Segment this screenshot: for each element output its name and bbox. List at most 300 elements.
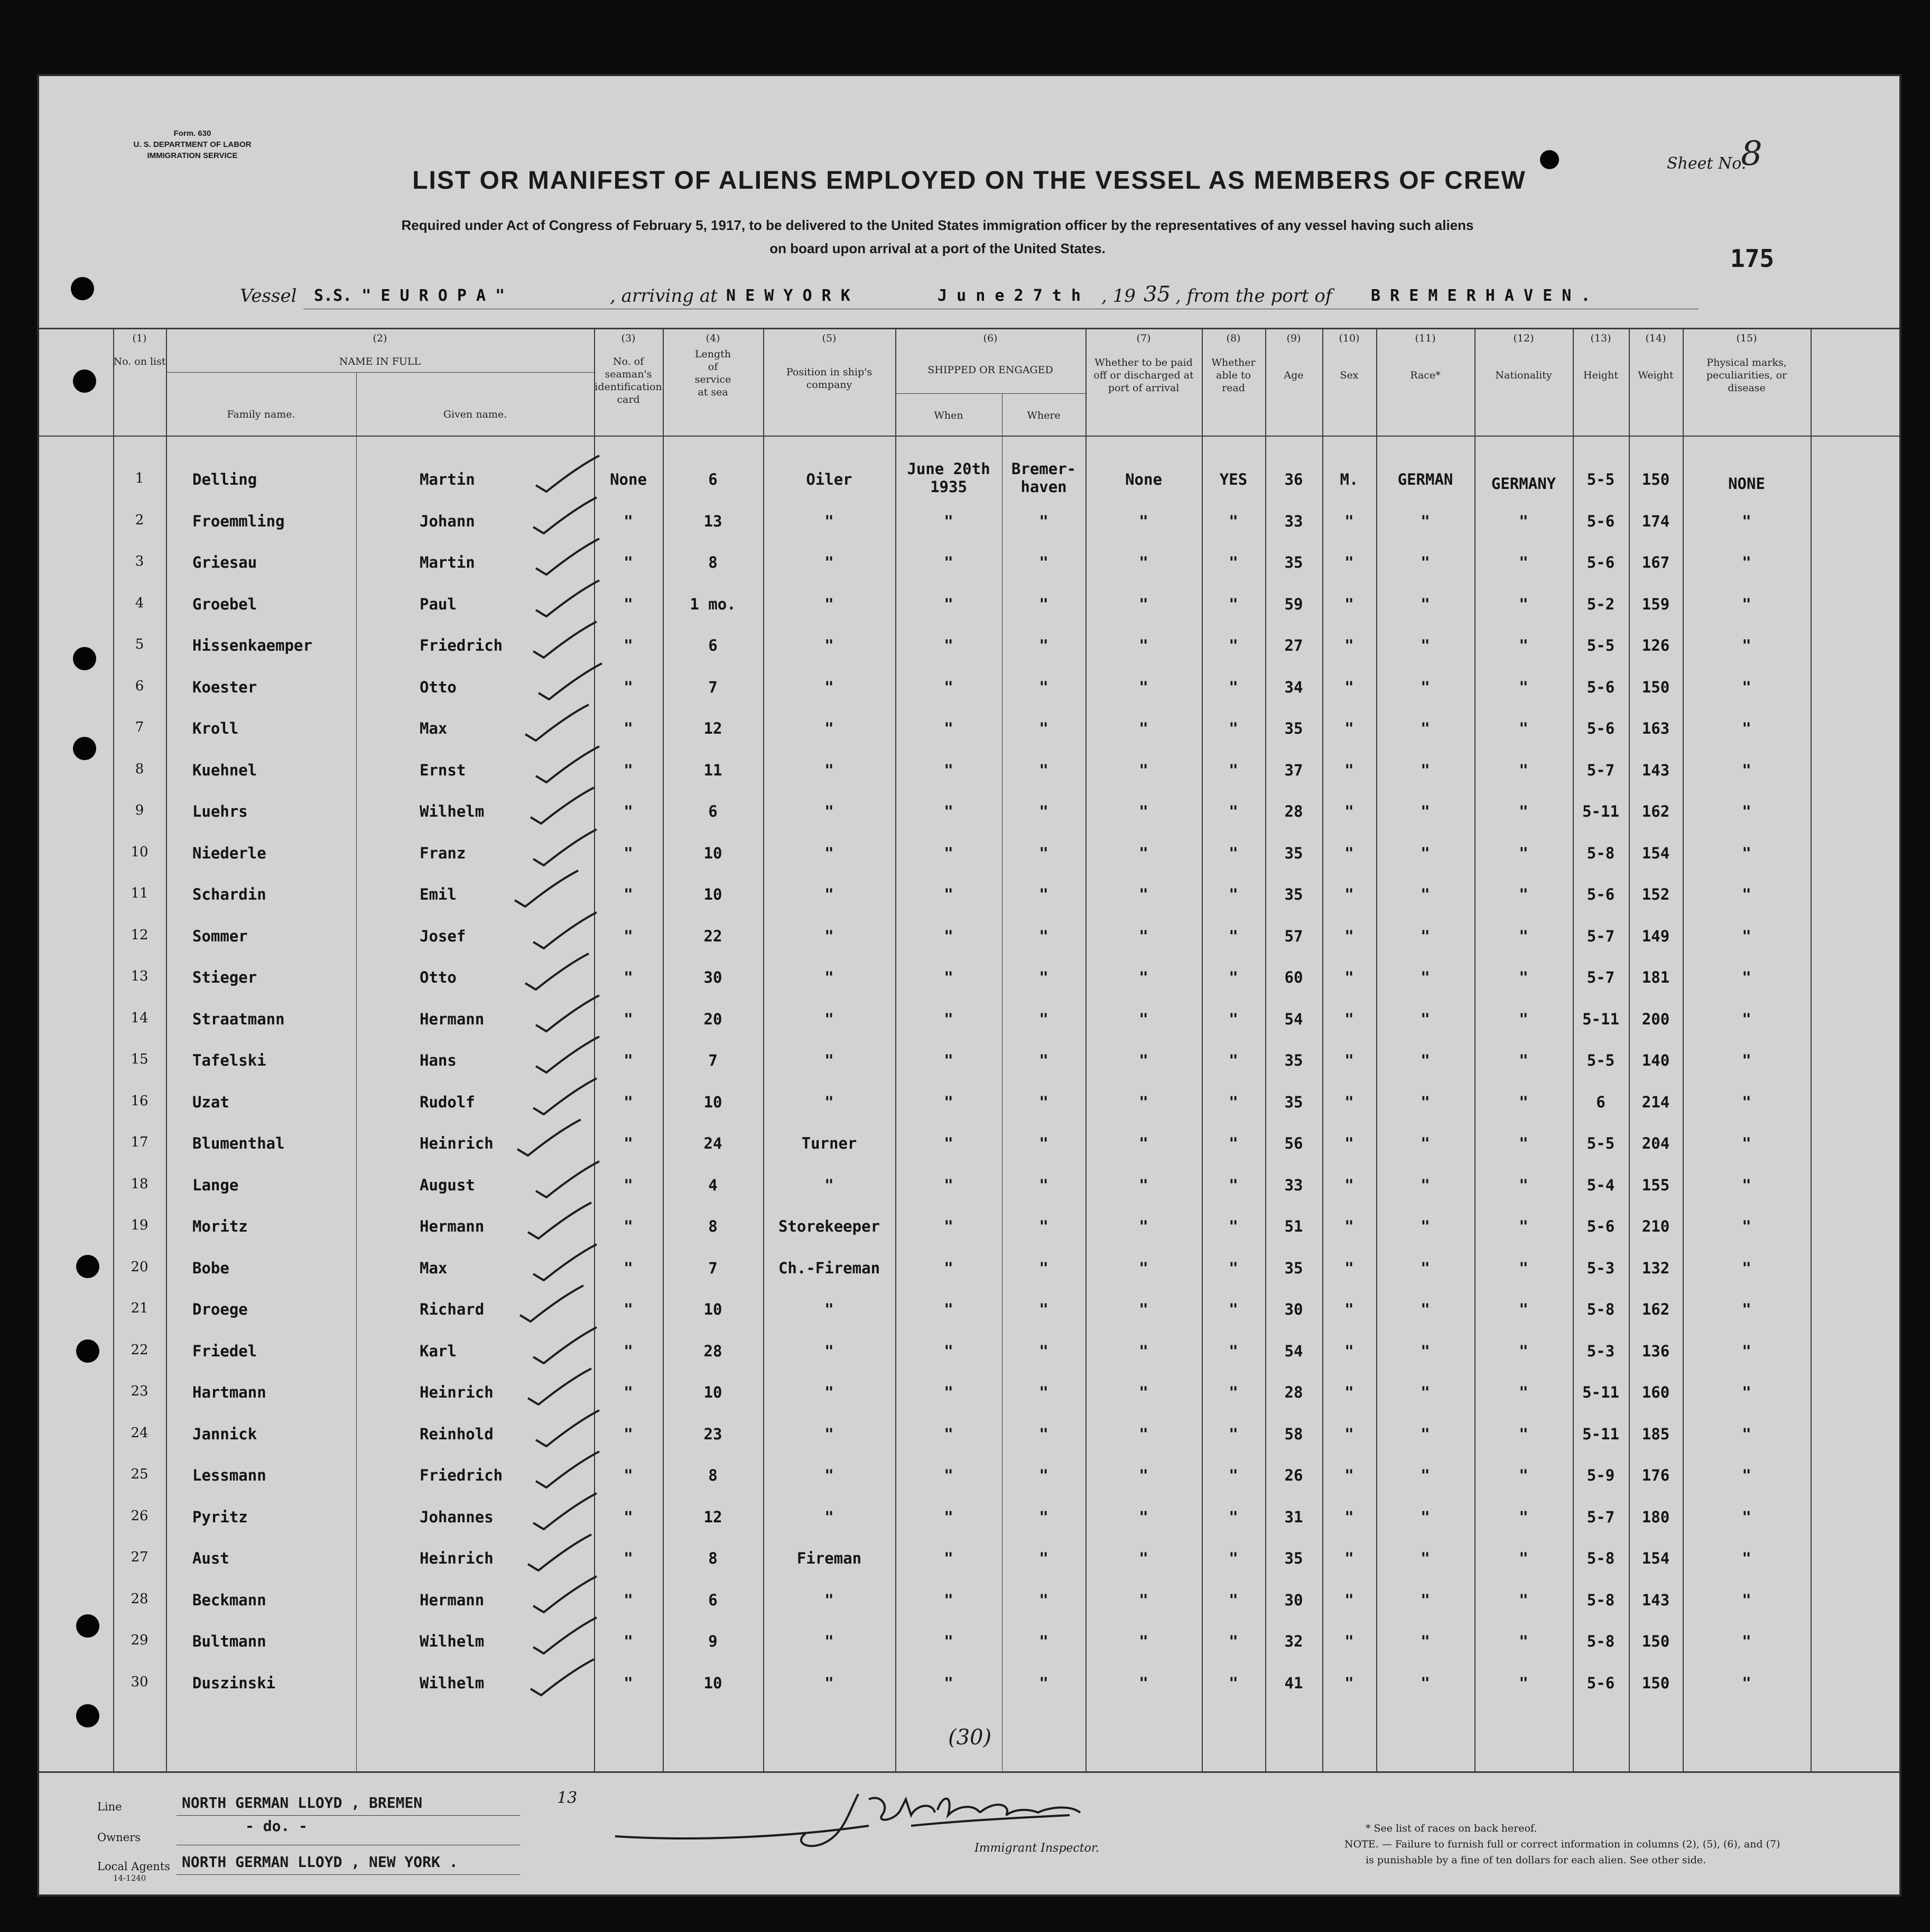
cell-weight: 181 (1641, 968, 1670, 986)
cell-given: August (420, 1176, 475, 1194)
cell-nationality: " (1519, 636, 1528, 654)
cell-sex: " (1344, 1134, 1354, 1152)
cell-read: " (1229, 1466, 1238, 1484)
cell-age: 26 (1284, 1466, 1303, 1484)
cell-card: " (624, 844, 633, 862)
col-number: (2) (373, 332, 387, 344)
cell-weight: 204 (1641, 1134, 1670, 1152)
cell-age: 35 (1284, 885, 1303, 903)
cell-given: Heinrich (420, 1549, 494, 1567)
cell-card: " (624, 1425, 633, 1443)
cell-no: 5 (135, 636, 144, 652)
cell-when: " (944, 1217, 953, 1235)
cell-given: Hermann (420, 1591, 485, 1609)
cell-no: 3 (135, 553, 144, 569)
cell-weight: 126 (1641, 636, 1670, 654)
cell-position: Fireman (796, 1549, 862, 1567)
cell-when: " (944, 1549, 953, 1567)
cell-family: Koester (192, 678, 257, 696)
sex: M. (1340, 470, 1359, 488)
cell-given: Hans (420, 1051, 457, 1069)
owners-label: Owners (97, 1831, 141, 1844)
cell-where: " (1039, 927, 1048, 945)
total-count: (30) (948, 1725, 992, 1750)
cell-weight: 155 (1641, 1176, 1670, 1194)
cell-age: 58 (1284, 1425, 1303, 1443)
cell-marks: " (1742, 844, 1751, 862)
cell-sex: " (1344, 1425, 1354, 1443)
cell-service: 8 (708, 1549, 718, 1567)
col-label: Height (1583, 369, 1618, 381)
cell-no: 4 (135, 595, 144, 611)
header-col-4 (663, 332, 763, 399)
shipped-when-date: June 20th (907, 460, 990, 478)
cell-race: " (1421, 1425, 1430, 1443)
cell-race: " (1421, 1342, 1430, 1360)
cell-marks: " (1742, 1508, 1751, 1526)
cell-sex: " (1344, 1259, 1354, 1277)
cell-paid: " (1139, 719, 1148, 737)
check-mark-icon (528, 1491, 602, 1533)
cell-service: 10 (703, 1383, 722, 1401)
cell-race: " (1421, 1591, 1430, 1609)
cell-family: Jannick (192, 1425, 257, 1443)
cell-family: Stieger (192, 968, 257, 986)
cell-age: 30 (1284, 1300, 1303, 1318)
cell-nationality: " (1519, 1674, 1528, 1692)
cell-nationality: " (1519, 1549, 1528, 1567)
arrival-year: 35 (1144, 282, 1171, 307)
header-col-11 (1376, 332, 1474, 382)
check-mark-icon (509, 868, 583, 911)
subtitle-line-2: on board upon arrival at a port of the United States. (769, 241, 1106, 256)
cell-paid: " (1139, 1591, 1148, 1609)
header-when: When (934, 410, 963, 421)
cell-when: " (944, 885, 953, 903)
cell-service: 7 (708, 678, 718, 696)
check-mark-icon (520, 951, 594, 994)
arrival-date: J u n e 2 7 t h (938, 286, 1081, 305)
cell-given: Reinhold (420, 1425, 494, 1443)
cell-where: " (1039, 1134, 1048, 1152)
cell-age: 28 (1284, 1383, 1303, 1401)
fine-note-line-1: NOTE. — Failure to furnish full or correct information in columns (2), (5), (6), and (7) (1344, 1838, 1780, 1850)
cell-height: 5-11 (1582, 1010, 1619, 1028)
cell-no: 13 (131, 968, 149, 984)
col-number: (14) (1645, 332, 1666, 344)
table-row (39, 1042, 1899, 1083)
cell-service: 13 (703, 512, 722, 530)
cell-race: " (1421, 1093, 1430, 1111)
cell-paid: " (1139, 1259, 1148, 1277)
cell-position: " (824, 1466, 834, 1484)
cell-position: " (824, 1300, 834, 1318)
cell-card: " (624, 719, 633, 737)
cell-family: Moritz (192, 1217, 248, 1235)
cell-age: 32 (1284, 1632, 1303, 1650)
cell-where: " (1039, 1466, 1048, 1484)
cell-read: " (1229, 1010, 1238, 1028)
cell-service: 22 (703, 927, 722, 945)
cell-weight: 162 (1641, 1300, 1670, 1318)
check-mark-icon (531, 578, 605, 621)
cell-no: 15 (131, 1051, 149, 1067)
cell-read: " (1229, 1549, 1238, 1567)
stamp-number: 175 (1730, 244, 1775, 273)
cell-read: " (1229, 1134, 1238, 1152)
cell-weight: 149 (1641, 927, 1670, 945)
cell-height: 6 (1596, 1093, 1606, 1111)
cell-card: " (624, 802, 633, 820)
cell-when: " (944, 927, 953, 945)
cell-no: 9 (135, 802, 144, 818)
check-mark-icon (531, 537, 605, 579)
cell-service: 28 (703, 1342, 722, 1360)
cell-nationality: " (1519, 595, 1528, 613)
cell-height: 5-7 (1586, 1508, 1615, 1526)
paid-off: None (1125, 470, 1162, 488)
table-row (39, 1125, 1899, 1166)
department: U. S. DEPARTMENT OF LABOR (133, 140, 252, 149)
cell-nationality: " (1519, 1300, 1528, 1318)
punch-hole (73, 369, 96, 393)
cell-paid: " (1139, 1300, 1148, 1318)
check-mark-icon (515, 1283, 589, 1326)
cell-no: 14 (131, 1010, 149, 1026)
cell-weight: 163 (1641, 719, 1670, 737)
cell-paid: " (1139, 802, 1148, 820)
year-prefix: , 19 (1101, 285, 1136, 307)
cell-family: Tafelski (192, 1051, 266, 1069)
agents-underline (177, 1874, 520, 1875)
cell-position: " (824, 761, 834, 779)
col-number: (7) (1136, 332, 1151, 344)
cell-when: " (944, 636, 953, 654)
cell-family: Straatmann (192, 1010, 285, 1028)
cell-where: " (1039, 636, 1048, 654)
cell-card: " (624, 1342, 633, 1360)
cell-age: 33 (1284, 1176, 1303, 1194)
cell-given: Martin (420, 553, 475, 571)
cell-when: " (944, 595, 953, 613)
cell-where: " (1039, 1591, 1048, 1609)
shipped-header-divider (895, 393, 1085, 394)
check-mark-icon (531, 1449, 605, 1492)
cell-nationality: " (1519, 802, 1528, 820)
header-col-12 (1474, 332, 1573, 382)
cell-where: " (1039, 802, 1048, 820)
sheet-label: Sheet No. (1667, 154, 1747, 173)
cell-read: " (1229, 678, 1238, 696)
cell-card: " (624, 1259, 633, 1277)
cell-weight: 210 (1641, 1217, 1670, 1235)
cell-paid: " (1139, 678, 1148, 696)
table-row (39, 627, 1899, 668)
cell-nationality: " (1519, 968, 1528, 986)
cell-sex: " (1344, 1632, 1354, 1650)
check-mark-icon (512, 1117, 586, 1160)
table-row (39, 710, 1899, 751)
cell-weight: 150 (1641, 678, 1670, 696)
cell-height: 5-3 (1586, 1342, 1615, 1360)
cell-read: " (1229, 1632, 1238, 1650)
cell-family: Hartmann (192, 1383, 266, 1401)
cell-paid: " (1139, 1466, 1148, 1484)
cell-card: " (624, 1093, 633, 1111)
cell-given: Hermann (420, 1010, 485, 1028)
cell-nationality: " (1519, 1010, 1528, 1028)
cell-paid: " (1139, 1425, 1148, 1443)
cell-given: Heinrich (420, 1134, 494, 1152)
table-row (39, 1499, 1899, 1540)
cell-position: " (824, 678, 834, 696)
cell-race: " (1421, 1674, 1430, 1692)
cell-when: " (944, 1259, 953, 1277)
table-row (39, 876, 1899, 917)
inspector-label: Immigrant Inspector. (975, 1842, 1099, 1855)
cell-given: Emil (420, 885, 457, 903)
cell-race: " (1421, 1300, 1430, 1318)
fine-note-line-2: is punishable by a fine of ten dollars for each alien. See other side. (1366, 1854, 1706, 1866)
col-number: (8) (1226, 332, 1241, 344)
table-row (39, 835, 1899, 876)
cell-family: Bobe (192, 1259, 229, 1277)
cell-weight: 167 (1641, 553, 1670, 571)
cell-race: " (1421, 885, 1430, 903)
cell-no: 7 (135, 719, 144, 735)
cell-position: Storekeeper (778, 1217, 880, 1235)
agents-label-block (97, 1861, 170, 1884)
cell-age: 35 (1284, 1093, 1303, 1111)
cell-marks: " (1742, 1176, 1751, 1194)
cell-family: Froemmling (192, 512, 285, 530)
cell-position: " (824, 802, 834, 820)
cell-race: " (1421, 1632, 1430, 1650)
cell-sex: " (1344, 1549, 1354, 1567)
cell-position: " (824, 1425, 834, 1443)
table-bottom-border (39, 1771, 1899, 1773)
cell-family: Aust (192, 1549, 229, 1567)
cell-sex: " (1344, 1508, 1354, 1526)
check-mark-icon (528, 1242, 602, 1284)
cell-card: " (624, 1466, 633, 1484)
cell-family: Lange (192, 1176, 239, 1194)
cell-read: " (1229, 885, 1238, 903)
table-row (39, 1374, 1899, 1415)
cell-where: " (1039, 1176, 1048, 1194)
cell-race: " (1421, 719, 1430, 737)
col-number: (9) (1286, 332, 1301, 344)
cell-read: " (1229, 1674, 1238, 1692)
cell-position: " (824, 885, 834, 903)
cell-no: 18 (131, 1176, 149, 1192)
cell-no: 26 (131, 1508, 149, 1524)
header-col-8 (1202, 332, 1265, 394)
cell-age: 37 (1284, 761, 1303, 779)
cell-marks: " (1742, 1383, 1751, 1401)
check-mark-icon (525, 785, 599, 828)
footer-notes (1344, 1820, 1780, 1868)
cell-nationality: " (1519, 761, 1528, 779)
cell-weight: 154 (1641, 1549, 1670, 1567)
cell-when: " (944, 1134, 953, 1152)
cell-marks: " (1742, 1342, 1751, 1360)
cell-no: 6 (135, 678, 144, 694)
cell-age: 35 (1284, 1549, 1303, 1567)
service: IMMIGRATION SERVICE (147, 151, 238, 160)
table-row (39, 1623, 1899, 1664)
cell-marks: " (1742, 968, 1751, 986)
cell-age: 36 (1284, 470, 1303, 488)
header-where: Where (1027, 410, 1061, 421)
cell-marks: " (1742, 719, 1751, 737)
cell-card: " (624, 927, 633, 945)
cell-marks: " (1742, 553, 1751, 571)
nationality: GERMANY (1491, 475, 1556, 493)
cell-sex: " (1344, 844, 1354, 862)
cell-nationality: " (1519, 719, 1528, 737)
cell-marks: " (1742, 1425, 1751, 1443)
cell-sex: " (1344, 1176, 1354, 1194)
cell-service: 10 (703, 844, 722, 862)
cell-read: " (1229, 1051, 1238, 1069)
header-col-3 (594, 332, 663, 406)
cell-service: 8 (708, 553, 718, 571)
cell-when: " (944, 1632, 953, 1650)
cell-height: 5-8 (1586, 1549, 1615, 1567)
cell-paid: " (1139, 1549, 1148, 1567)
col-label: NAME IN FULL (339, 356, 421, 367)
cell-where: " (1039, 678, 1048, 696)
header-family-name: Family name. (227, 409, 295, 420)
cell-paid: " (1139, 761, 1148, 779)
cell-race: " (1421, 1466, 1430, 1484)
cell-given: Johann (420, 512, 475, 530)
cell-no: 17 (131, 1134, 149, 1150)
cell-position: " (824, 968, 834, 986)
header-col-9 (1265, 332, 1322, 382)
cell-age: 30 (1284, 1591, 1303, 1609)
col-number: (6) (983, 332, 998, 344)
position: Oiler (806, 470, 852, 488)
cell-given: Wilhelm (420, 802, 485, 820)
cell-height: 5-5 (1586, 1051, 1615, 1069)
cell-height: 5-2 (1586, 595, 1615, 613)
cell-given: Wilhelm (420, 1632, 485, 1650)
cell-read: " (1229, 595, 1238, 613)
cell-card: " (624, 678, 633, 696)
cell-paid: " (1139, 968, 1148, 986)
cell-when: " (944, 1051, 953, 1069)
col-label: Nationality (1495, 369, 1552, 381)
table-row (39, 1250, 1899, 1291)
cell-family: Uzat (192, 1093, 229, 1111)
cell-no: 24 (131, 1425, 149, 1441)
col-number: (5) (822, 332, 837, 344)
table-row (39, 503, 1899, 544)
cell-service: 20 (703, 1010, 722, 1028)
cell-given: Ernst (420, 761, 466, 779)
check-mark-icon (528, 1076, 602, 1118)
cell-service: 24 (703, 1134, 722, 1152)
margin-note: 13 (557, 1789, 578, 1807)
cell-service: 30 (703, 968, 722, 986)
cell-no: 16 (131, 1093, 149, 1109)
cell-no: 19 (131, 1217, 149, 1233)
cell-read: " (1229, 1425, 1238, 1443)
cell-read: " (1229, 1342, 1238, 1360)
cell-race: " (1421, 512, 1430, 530)
cell-height: 5-11 (1582, 802, 1619, 820)
cell-position: " (824, 1093, 834, 1111)
cell-sex: " (1344, 1051, 1354, 1069)
cell-paid: " (1139, 1176, 1148, 1194)
cell-given: Martin (420, 470, 475, 488)
cell-height: 5-6 (1586, 678, 1615, 696)
agents-label: Local Agents (97, 1860, 171, 1873)
cell-service: 10 (703, 1300, 722, 1318)
form-block (113, 128, 272, 161)
cell-no: 8 (135, 761, 144, 777)
cell-marks: " (1742, 927, 1751, 945)
cell-read: " (1229, 1300, 1238, 1318)
cell-where: " (1039, 1508, 1048, 1526)
cell-card: " (624, 1300, 633, 1318)
check-mark-icon (533, 661, 607, 704)
col-number: (15) (1736, 332, 1757, 344)
cell-sex: " (1344, 1674, 1354, 1692)
cell-sex: " (1344, 968, 1354, 986)
cell-height: 5-4 (1586, 1176, 1615, 1194)
cell-no: 20 (131, 1259, 149, 1275)
cell-marks: " (1742, 885, 1751, 903)
cell-card: " (624, 1508, 633, 1526)
table-row (39, 1333, 1899, 1374)
table-row (39, 918, 1899, 959)
cell-height: 5-6 (1586, 885, 1615, 903)
cell-marks: " (1742, 1549, 1751, 1567)
table-row (39, 1084, 1899, 1125)
cell-service: 6 (708, 470, 718, 488)
check-mark-icon (520, 702, 594, 745)
cell-family: Droege (192, 1300, 248, 1318)
col-label: Race* (1410, 369, 1441, 381)
col-number: (10) (1339, 332, 1360, 344)
punch-hole (76, 1704, 99, 1727)
cell-age: 34 (1284, 678, 1303, 696)
cell-family: Pyritz (192, 1508, 248, 1526)
cell-sex: " (1344, 1300, 1354, 1318)
cell-nationality: " (1519, 553, 1528, 571)
cell-position: " (824, 927, 834, 945)
cell-when: " (944, 761, 953, 779)
cell-weight: 136 (1641, 1342, 1670, 1360)
cell-read: " (1229, 927, 1238, 945)
col-number: (4) (706, 332, 720, 344)
cell-card: " (624, 761, 633, 779)
cell-read: " (1229, 802, 1238, 820)
cell-read: " (1229, 761, 1238, 779)
header-col-1 (113, 332, 166, 368)
cell-race: " (1421, 1010, 1430, 1028)
cell-when: " (944, 1383, 953, 1401)
cell-height: 5-7 (1586, 761, 1615, 779)
table-row (39, 1540, 1899, 1581)
check-mark-icon (523, 1366, 597, 1409)
cell-read: " (1229, 719, 1238, 737)
cell-no: 22 (131, 1342, 149, 1358)
cell-service: 6 (708, 636, 718, 654)
